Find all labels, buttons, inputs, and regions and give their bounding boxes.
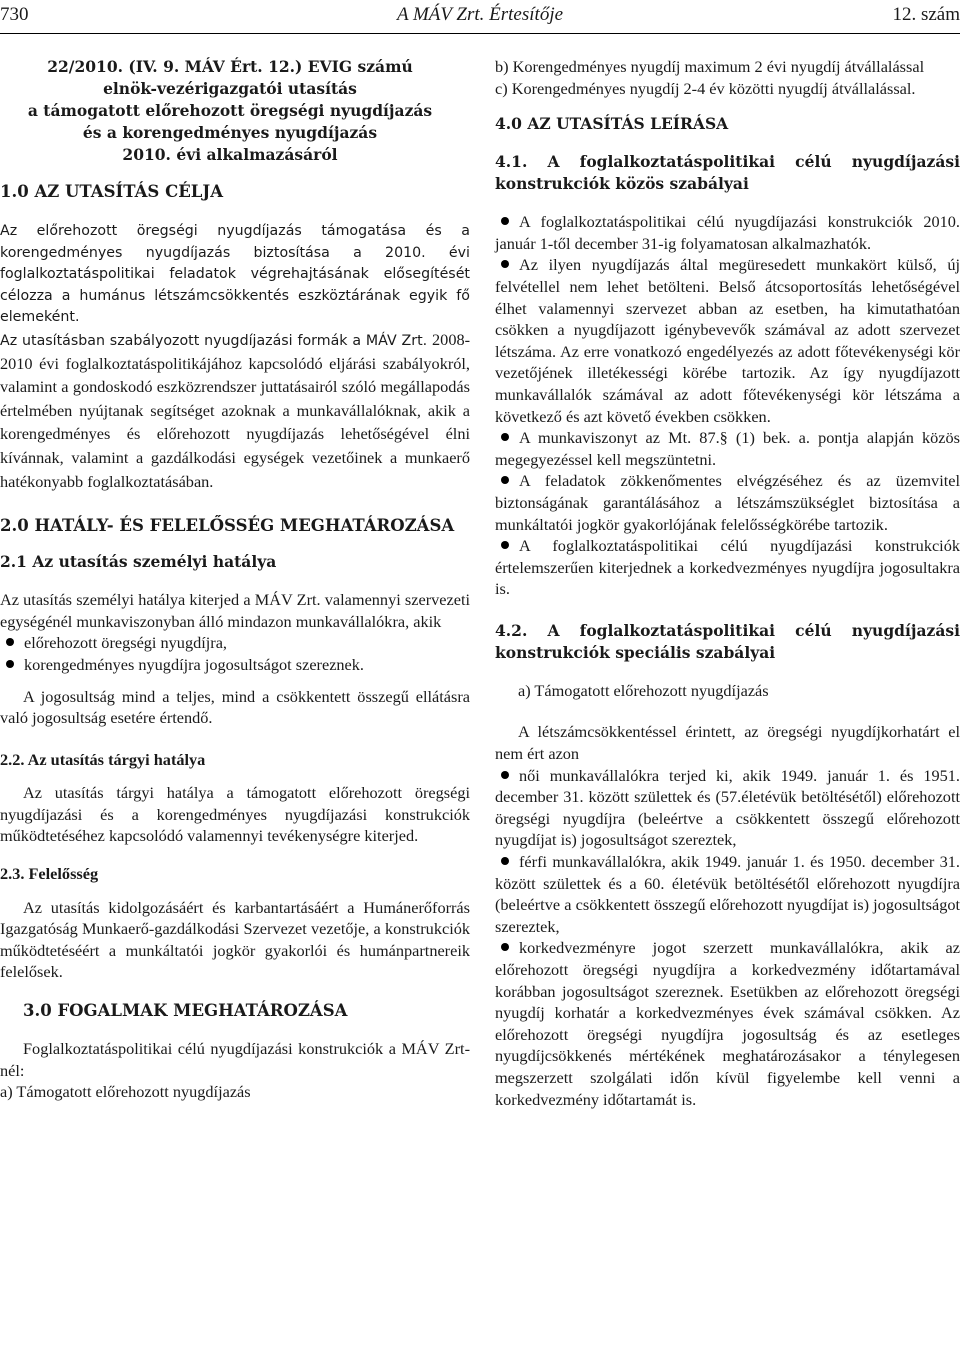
section-heading: 4.0 AZ UTASÍTÁS LEÍRÁSA <box>495 114 729 134</box>
list-item-text: női munkavállalókra terjed ki, akik 1949. január 1. és 1951. december 31. között születtek és (57.életévük betöltésétől) előrehozott öregségi nyugdíjra (beleértve a csökkentett összegű előrehozott nyugdíjat is) jogosultságot szereztek, <box>495 765 960 850</box>
journal-title: A MÁV Zrt. Értesítője <box>396 4 564 25</box>
list-item <box>495 535 960 600</box>
paragraph: a) Támogatott előrehozott nyugdíjazás <box>518 680 769 700</box>
list-item-text: korengedményes nyugdíjra jogosultságot szereznek. <box>24 654 364 674</box>
bullet-icon <box>501 771 509 779</box>
issue-label: 12. szám <box>892 4 960 25</box>
list-item <box>0 654 470 676</box>
list-item <box>495 211 960 254</box>
bullet-icon <box>501 217 509 225</box>
list-item <box>495 851 960 937</box>
section-heading: 3.0 FOGALMAK MEGHATÁROZÁSA <box>23 1001 348 1021</box>
title-line: elnök-vezérigazgatói utasítás <box>103 79 357 98</box>
bullet-list <box>0 632 470 675</box>
page-header <box>0 4 960 30</box>
bullet-icon <box>501 541 509 549</box>
header-rule <box>0 33 960 34</box>
right-column <box>495 56 960 1110</box>
title-line: 22/2010. (IV. 9. MÁV Ért. 12.) EVIG számú <box>47 57 413 76</box>
document-title <box>0 56 470 166</box>
subsection-heading: 2.2. Az utasítás tárgyi hatálya <box>0 749 206 769</box>
title-line: a támogatott előrehozott öregségi nyugdíjazás <box>27 101 433 120</box>
paragraph: c) Korengedményes nyugdíj 2-4 év közötti nyugdíj átvállalással. <box>495 78 916 98</box>
list-item-text: férfi munkavállalókra, akik 1949. január 1. és 1950. december 31. között születtek és a 60. életévük betöltésétől előrehozott nyugdíjra (beleértve a csökkentett összegű előrehozott nyugdíjat is) jogosultságot szereztek, <box>495 852 960 936</box>
list-item <box>495 427 960 470</box>
text-span: Az utasításban szabályozott nyugdíjazási formák a MÁV Zrt. <box>0 332 428 349</box>
paragraph: b) Korengedményes nyugdíj maximum 2 évi nyugdíj átvállalással <box>495 57 925 76</box>
paragraph: Az utasítás tárgyi hatálya a támogatott előrehozott öregségi nyugdíjazási és a korengedményes nyugdíjazási konstrukciók működtetéséhez kapcsolódó valamennyi tevékenységre kiterjed. <box>0 783 470 846</box>
list-item-text: a) Támogatott előrehozott nyugdíjazás <box>0 1082 251 1102</box>
title-line: 2010. évi alkalmazásáról <box>122 145 338 164</box>
list-item <box>0 632 470 654</box>
bullet-icon <box>501 857 509 865</box>
list-item <box>495 765 960 851</box>
text-span: 2008-2010 évi foglalkoztatáspolitikájához kapcsolódó eljárási szabályokról, valamint a gondoskodó eszközrendszer juttatásairól szóló megállapodás értelmében nyújtanak segítséget azoknak a munkavállalóknak, akik a korengedményes és előrehozott nyugdíjazás lehetőségével élni kívánnak, valamint a gazdálkodási egységek vezetőinek a munkaerő hatékonyabb foglalkoztatásában. <box>0 329 471 491</box>
title-line: és a korengedményes nyugdíjazás <box>82 123 378 142</box>
bullet-icon <box>501 476 509 484</box>
bullet-list <box>495 211 960 600</box>
paragraph: A létszámcsökkentéssel érintett, az öregségi nyugdíjkorhatárt el nem ért azon <box>495 722 960 764</box>
page-number: 730 <box>0 4 29 25</box>
subsection-heading: 2.1 Az utasítás személyi hatálya <box>0 552 277 572</box>
bullet-icon <box>6 660 14 668</box>
bullet-list <box>495 765 960 1111</box>
paragraph: Az utasítás személyi hatálya kiterjed a MÁV Zrt. valamennyi szervezeti egységénél munkaviszonyban álló mindazon munkavállalókra, akik <box>0 590 470 631</box>
subsection-heading: 4.1. A foglalkoztatáspolitikai célú nyugdíjazási konstrukciók közös szabályai <box>495 152 960 194</box>
paragraph: Az utasítás kidolgozásáért és karbantartásáért a Humánerőforrás Igazgatóság Munkaerő-gazdálkodási Szervezet vezetője, a konstrukciók működtetéséért a munkáltatói jogkör gyakorlói és humánpartnereik felelősek. <box>0 897 470 982</box>
paragraph: Az előrehozott öregségi nyugdíjazás támogatása és a korengedményes nyugdíjazás biztosítása a 2010. évi foglalkoztatáspolitikai feladatok végrehajtásának elősegítését célozza a humánus létszámcsökkentés eszköztárának egyik fő elemeként. <box>0 223 470 326</box>
list-item <box>495 254 960 427</box>
list-item-text: A munkaviszonyt az Mt. 87.§ (1) bek. a. pontja alapján közös megegyezéssel kell megszüntetni. <box>495 428 960 469</box>
bullet-icon <box>501 260 509 268</box>
bullet-icon <box>501 943 509 951</box>
paragraph: A jogosultság mind a teljes, mind a csökkentett összegű ellátásra való jogosultság esetére értendő. <box>0 686 470 728</box>
subsection-heading: 4.2. A foglalkoztatáspolitikai célú nyugdíjazási konstrukciók speciális szabályai <box>495 620 960 662</box>
list-item <box>495 937 960 1110</box>
list-item-text: A feladatok zökkenőmentes elvégzéséhez és az üzemvitel biztonságának garantálásához a létszámszükséglet biztosítása a munkáltatói jogkör gyakorlójának felelősségkörébe tartozik. <box>495 471 960 534</box>
left-column <box>0 56 470 1103</box>
section-heading: 2.0 HATÁLY- ÉS FELELŐSSÉG MEGHATÁROZÁSA <box>0 516 455 536</box>
list-item-text: A foglalkoztatáspolitikai célú nyugdíjazási konstrukciók értelemszerűen kiterjednek a korkedvezményes nyugdíjra jogosultakra is. <box>495 536 960 599</box>
list-item-text: előrehozott öregségi nyugdíjra, <box>24 633 227 653</box>
list-item <box>495 470 960 535</box>
section-heading: 1.0 AZ UTASÍTÁS CÉLJA <box>0 182 223 201</box>
bullet-icon <box>6 638 14 646</box>
paragraph: Foglalkoztatáspolitikai célú nyugdíjazási konstrukciók a MÁV Zrt-nél: <box>0 1039 470 1080</box>
bullet-icon <box>501 433 509 441</box>
list-item-text: Az ilyen nyugdíjazás által megüresedett munkakört külső, új felvétellel nem lehet betölteni. Belső átcsoportosítás lehetőségével élhet valamennyi szervezet abban az esetben, ha kimutathatóan csökken a nyugdíjazott igénybevevők számával az adott szervezet létszáma. Az erre vonatkozó engedélyezés az adott főtevékenységi kör vezetőjének illetékességi körébe tartozik. Az így nyugdíjazott munkavállalók számával az adott főtevékenységi kör létszáma a következő és azt követő években csökken. <box>495 255 960 426</box>
paragraph <box>0 329 470 494</box>
list-item-text: A foglalkoztatáspolitikai célú nyugdíjazási konstrukciók 2010. január 1-től december 31-ig folyamatosan alkalmazhatók. <box>495 212 960 253</box>
subsection-heading: 2.3. Felelősség <box>0 864 99 884</box>
list-item-text: korkedvezményre jogot szerzett munkavállalókra, akik az előrehozott öregségi nyugdíjra a korkedvezmény időtartamával korábban jogosultságot szereznek. Esetükben az előrehozott öregségi nyugdíj korhatár a korkedvezményes évek számával csökken. Az előrehozott öregségi nyugdíjra jogosultság és az esetleges nyugdíjcsökkenés mértékének meghatározásakor a ténylegesen megszerzett szolgálati időn kívül figyelembe kell venni a korkedvezmény időtartamát is. <box>495 938 960 1109</box>
